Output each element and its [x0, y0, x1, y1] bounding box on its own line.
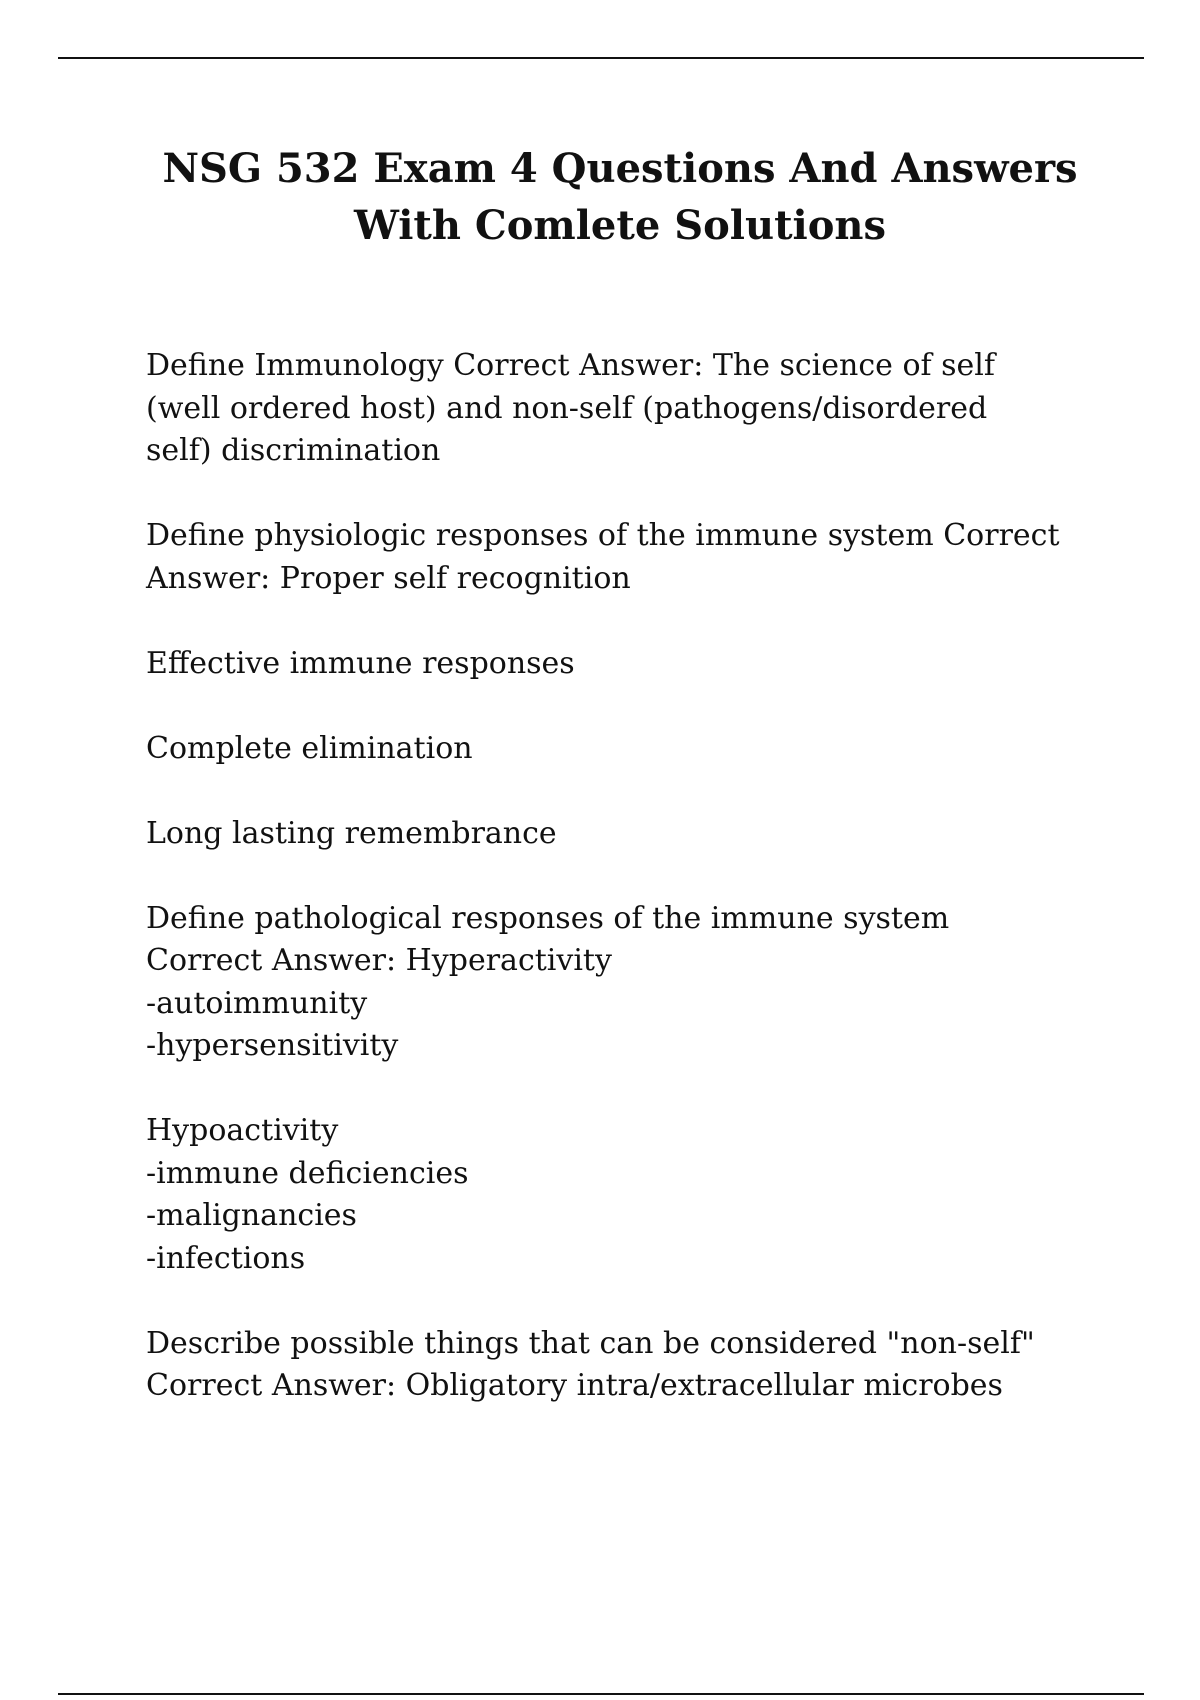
- text-line: Correct Answer: Obligatory intra/extracellular microbes: [146, 1368, 1003, 1403]
- qa-paragraph: [146, 515, 1146, 600]
- text-line: -malignancies: [146, 1198, 357, 1233]
- text-line: (well ordered host) and non-self (pathogens/disordered: [146, 390, 988, 426]
- text-line: Describe possible things that can be considered "non-self": [146, 1325, 1035, 1361]
- top-rule: [58, 57, 1144, 59]
- text-line: Complete elimination: [146, 730, 473, 766]
- qa-paragraph: [146, 898, 1146, 1068]
- qa-paragraph: [146, 345, 1146, 473]
- title-line: NSG 532 Exam 4 Questions And Answers: [162, 145, 1078, 192]
- qa-paragraph: [146, 1110, 1146, 1280]
- text-line: self) discrimination: [146, 433, 441, 468]
- text-line: -hypersensitivity: [146, 1028, 399, 1063]
- bottom-rule: [58, 1693, 1144, 1695]
- document-body: [146, 345, 1146, 1450]
- text-line: Define physiologic responses of the immune system Correct: [146, 518, 1060, 553]
- document-title: [90, 140, 1150, 254]
- qa-paragraph: [146, 728, 1146, 771]
- text-line: -infections: [146, 1240, 306, 1276]
- text-line: Define Immunology Correct Answer: The science of self: [146, 348, 995, 383]
- title-line: With Comlete Solutions: [353, 202, 887, 249]
- text-line: Define pathological responses of the immune system: [146, 900, 950, 936]
- text-line: Correct Answer: Hyperactivity: [146, 943, 612, 978]
- text-line: Answer: Proper self recognition: [146, 560, 631, 596]
- text-line: Long lasting remembrance: [146, 815, 557, 851]
- qa-paragraph: [146, 813, 1146, 856]
- qa-paragraph: [146, 1323, 1146, 1408]
- text-line: Hypoactivity: [146, 1113, 339, 1148]
- text-line: Effective immune responses: [146, 645, 575, 681]
- text-line: -immune deficiencies: [146, 1155, 469, 1191]
- text-line: -autoimmunity: [146, 985, 368, 1021]
- qa-paragraph: [146, 643, 1146, 686]
